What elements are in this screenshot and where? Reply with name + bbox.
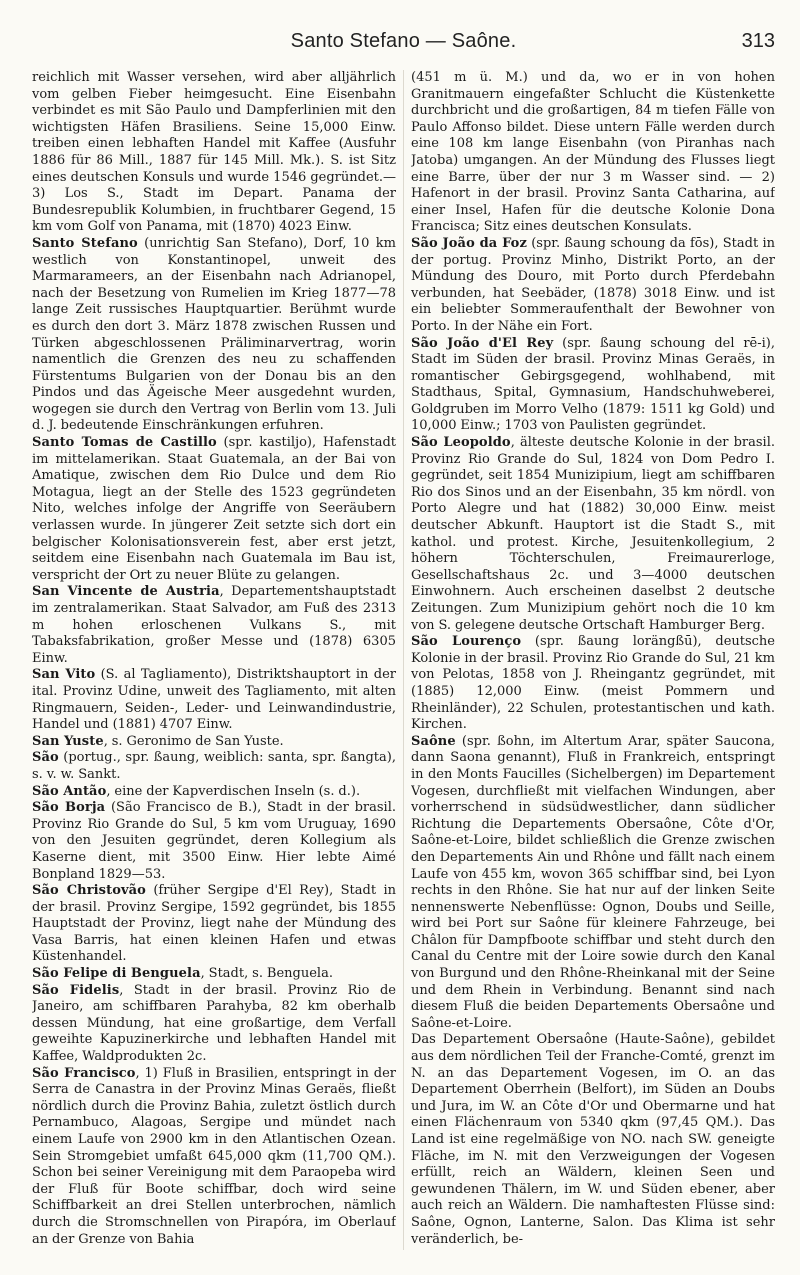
entry-headword: São Lourenço xyxy=(411,634,522,650)
left-column xyxy=(32,70,396,1250)
entry-text: (spr. kastiljo), Hafenstadt im mittelamerikan. Staat Guatemala, an der Bai von Amatique, zwischen dem Rio Dulce und dem Rio Motagua, liegt an der Stelle des 1523 gegründeten Nito, welches infolge der Angriffe von Seeräubern verlassen wurde. In jüngerer Zeit setzte sich dort ein belgischer Kolonisationsverein fest, aber erst jetzt, seitdem eine Eisenbahn nach Guatemala im Bau ist, verspricht der Ort zu neuer Blüte zu gelangen. xyxy=(32,435,396,583)
entry-headword: Santo Tomas de Castillo xyxy=(32,435,217,451)
entry-headword: São João d'El Rey xyxy=(411,335,554,351)
entry-continuation-santos xyxy=(32,70,396,236)
entry-headword: São João da Foz xyxy=(411,235,527,251)
entry-text: (spr. ßaung schoung del rē-i), Stadt im Süden der brasil. Provinz Minas Geraës, in romantischer Gebirgsgegend, wohlhabend, mit Stadthaus, Spital, Gymnasium, Handschuhweberei, Goldgruben im Morro Velho (1879: 1511 kg Gold) und 10,000 Einw.; 1703 von Paulisten gegründet. xyxy=(411,335,775,434)
entry-headword: Santo Stefano xyxy=(32,235,138,251)
entry-text: , s. Geronimo de San Yuste. xyxy=(103,733,284,749)
page-title: Santo Stefano — Saône. xyxy=(290,30,517,52)
entry-text: (früher Sergipe d'El Rey), Stadt in der brasil. Provinz Sergipe, 1592 gegründet, bis 1855 Hauptstadt der Provinz, liegt nahe der Mündung des Vasa Barris, hat einen kleinen Hafen und etwas Küstenhandel. xyxy=(32,883,396,965)
entry-text: Das Departement Obersaône (Haute-Saône), gebildet aus dem nördlichen Teil der Franche-Comté, grenzt im N. an das Departement Vogesen, im O. an das Departement Oberrhein (Belfort), im Süden an Doubs und Jura, im W. an Côte d'Or und Obermarne und hat einen Flächenraum von 5340 qkm (97,45 QM.). Das Land ist eine regelmäßige von NO. nach SW. geneigte Fläche, im N. mit den Verzweigungen der Vogesen erfüllt, reich an Wäldern, kleinen Seen und gewundenen Thälern, im W. und Süden ebener, aber auch reich an Wäldern. Die namhaftesten Flüsse sind: Saône, Ognon, Lanterne, Salon. Das Klima ist sehr veränderlich, be- xyxy=(411,1032,775,1247)
entry-sao-joao-da-foz xyxy=(411,236,775,336)
entry-sao-felipe-di-benguela xyxy=(32,966,396,983)
page xyxy=(32,28,775,1253)
entry-headword: San Yuste xyxy=(32,733,104,749)
entry-sao-christovao xyxy=(32,883,396,966)
entry-text: (São Francisco de B.), Stadt in der brasil. Provinz Rio Grande do Sul, 5 km vom Uruguay, 1690 von den Jesuiten gegründet, deren Kollegium als Kaserne dient, mit 3500 Einw. Hier lebte Aimé Bonpland 1829—53. xyxy=(32,800,396,882)
entry-text: , Stadt, s. Benguela. xyxy=(200,966,333,982)
entry-obersaone xyxy=(411,1032,775,1248)
entry-headword: São Leopoldo xyxy=(411,435,511,451)
entry-text: (spr. ßaung lorängßū), deutsche Kolonie in der brasil. Provinz Rio Grande do Sul, 21 km von Pelotas, 1858 von J. Rheingantz gegründet, mit (1885) 12,000 Einw. (meist Pommern und Rheinländer), 22 Schulen, protestantischen und kath. Kirchen. xyxy=(411,634,775,733)
entry-headword: São xyxy=(32,750,59,766)
entry-san-vito xyxy=(32,667,396,733)
entry-headword: Saône xyxy=(411,733,456,749)
entry-sao xyxy=(32,750,396,783)
column-divider xyxy=(403,70,404,1250)
entry-text: , älteste deutsche Kolonie in der brasil. Provinz Rio Grande do Sul, 1824 von Dom Pedro I. gegründet, seit 1854 Munizipium, liegt am schiffbaren Rio dos Sinos und an der Eisenbahn, 35 km nördl. von Porto Alegre und hat (1882) 30,000 Einw. meist deutscher Abkunft. Hauptort ist die Stadt S., mit kathol. und protest. Kirche, Jesuitenkollegium, 2 höhern Töchterschulen, Freimaurerloge, Gesellschaftshaus 2c. und 3—4000 deutschen Einwohnern. Auch erscheinen daselbst 2 deutsche Zeitungen. Zum Munizipium gehört noch die 10 km von S. gelegene deutsche Ortschaft Hamburger Berg. xyxy=(411,435,775,633)
entry-santo-tomas-de-castillo xyxy=(32,435,396,584)
entry-sao-fidelis xyxy=(32,983,396,1066)
page-number: 313 xyxy=(741,30,775,52)
entry-text: (451 m ü. M.) und da, wo er in von hohen Granitmauern eingefaßter Schlucht die Küstenkette durchbricht und die großartigen, 84 m tiefen Fälle von Paulo Affonso bildet. Diese untern Fälle werden durch eine 108 km lange Eisenbahn (von Piranhas nach Jatoba) umgangen. An der Mündung des Flusses liegt eine Barre, über der nur 3 m Wasser sind. — 2) Hafenort in der brasil. Provinz Santa Catharina, auf einer Insel, Hafen für die deutsche Kolonie Dona Francisca; Sitz eines deutschen Konsulats. xyxy=(411,70,775,235)
running-header xyxy=(32,28,775,60)
entry-sao-lourenco xyxy=(411,634,775,734)
entry-sao-joao-del-rey xyxy=(411,336,775,436)
entry-headword: São Francisco xyxy=(32,1065,136,1081)
entry-santo-stefano xyxy=(32,236,396,435)
entry-text: , eine der Kapverdischen Inseln (s. d.). xyxy=(106,783,361,799)
entry-sao-borja xyxy=(32,800,396,883)
entry-san-vincente-de-austria xyxy=(32,584,396,667)
entry-saone xyxy=(411,734,775,1033)
entry-sao-francisco xyxy=(32,1066,396,1249)
entry-text: , Departementshauptstadt im zentralamerikan. Staat Salvador, am Fuß des 2313 m hohen erloschenen Vulkans S., mit Tabaksfabrikation, großer Messe und (1878) 6305 Einw. xyxy=(32,584,396,666)
entry-text: (spr. ßaung schoung da fōs), Stadt in der portug. Provinz Minho, Distrikt Porto, an der Mündung des Douro, mit Porto durch Pferdebahn verbunden, hat Seebäder, (1878) 3018 Einw. und ist ein beliebter Sommeraufenthalt der Bewohner von Porto. In der Nähe ein Fort. xyxy=(411,235,775,334)
entry-san-yuste xyxy=(32,734,396,751)
text-columns xyxy=(32,70,775,1250)
entry-sao-leopoldo xyxy=(411,435,775,634)
entry-text: (portug., spr. ßaung, weiblich: santa, spr. ßangta), s. v. w. Sankt. xyxy=(32,750,396,782)
entry-text: , Stadt in der brasil. Provinz Rio de Janeiro, am schiffbaren Parahyba, 82 km oberhalb dessen Mündung, hat eine großartige, dem Verfall geweihte Kapuzinerkirche und lebhaften Handel mit Kaffee, Waldprodukten 2c. xyxy=(32,982,396,1065)
entry-headword: São Borja xyxy=(32,800,106,816)
entry-text: reichlich mit Wasser versehen, wird aber alljährlich vom gelben Fieber heimgesucht. Eine Eisenbahn verbindet es mit São Paulo und Dampferlinien mit den wichtigsten Häfen Brasiliens. Seine 15,000 Einw. treiben einen lebhaften Handel mit Kaffee (Ausfuhr 1886 für 86 Mill., 1887 für 145 Mill. Mk.). S. ist Sitz eines deutschen Konsuls und wurde 1546 gegründet.— 3) Los S., Stadt im Depart. Panama der Bundesrepublik Kolumbien, in fruchtbarer Gegend, 15 km vom Golf von Panama, mit (1870) 4023 Einw. xyxy=(32,70,396,235)
entry-headword: São Antão xyxy=(32,783,107,799)
entry-headword: San Vito xyxy=(32,667,96,683)
entry-sao-antao xyxy=(32,784,396,801)
entry-headword: San Vincente de Austria xyxy=(32,584,220,600)
entry-text: (spr. ßohn, im Altertum Arar, später Saucona, dann Saona genannt), Fluß in Frankreich, entspringt in den Monts Faucilles (Sichelbergen) im Departement Vogesen, durchfließt mit vielfachen Windungen, aber vorherrschend in südsüdwestlicher, dann südlicher Richtung die Departements Obersaône, Côte d'Or, Saône-et-Loire, bildet schließlich die Grenze zwischen den Departements Ain und Rhône und fällt nach einem Laufe von 455 km, wovon 365 schiffbar sind, bei Lyon rechts in den Rhône. Sie hat nur auf der linken Seite nennenswerte Nebenflüsse: Ognon, Doubs und Seille, wird bei Port sur Saône für kleinere Fahrzeuge, bei Châlon für Dampfboote schiffbar und steht durch den Canal du Centre mit der Loire sowie durch den Kanal von Burgund und den Rhône-Rheinkanal mit der Seine und dem Rhein in Verbindung. Benannt sind nach diesem Fluß die beiden Departements Obersaône und Saône-et-Loire. xyxy=(411,733,775,1031)
entry-headword: São Fidelis xyxy=(32,982,120,998)
entry-text: (S. al Tagliamento), Distriktshauptort in der ital. Provinz Udine, unweit des Tagliamento, mit alten Ringmauern, Seiden-, Leder- und Leinwandindustrie, Handel und (1881) 4707 Einw. xyxy=(32,667,396,733)
entry-continuation-sao-francisco xyxy=(411,70,775,236)
entry-text: , 1) Fluß in Brasilien, entspringt in der Serra de Canastra in der Provinz Minas Geraës, fließt nördlich durch die Provinz Bahia, zuletzt östlich durch Pernambuco, Alagoas, Sergipe und mündet nach einem Laufe von 2900 km in den Atlantischen Ozean. Sein Stromgebiet umfaßt 645,000 qkm (11,700 QM.). Schon bei seiner Vereinigung mit dem Paraopeba wird der Fluß für Boote schiffbar, doch wird seine Schiffbarkeit an drei Stellen unterbrochen, nämlich durch die Stromschnellen von Pirapóra, im Oberlauf an der Grenze von Bahia xyxy=(32,1065,396,1247)
entry-headword: São Felipe di Benguela xyxy=(32,966,201,982)
entry-text: (unrichtig San Stefano), Dorf, 10 km westlich von Konstantinopel, unweit des Marmarameers, an der Eisenbahn nach Adrianopel, nach der Besetzung von Rumelien im Krieg 1877—78 lange Zeit russisches Hauptquartier. Berühmt wurde es durch den dort 3. März 1878 zwischen Russen und Türken abgeschlossenen Präliminarvertrag, worin namentlich die Grenzen des neu zu schaffenden Fürstentums Bulgarien von der Donau bis an den Pindos und das Ägeische Meer ausgedehnt wurden, wogegen sie durch den Vertrag von Berlin vom 13. Juli d. J. bedeutende Einschränkungen erfuhren. xyxy=(32,235,396,434)
right-column xyxy=(411,70,775,1250)
entry-headword: São Christovão xyxy=(32,883,146,899)
